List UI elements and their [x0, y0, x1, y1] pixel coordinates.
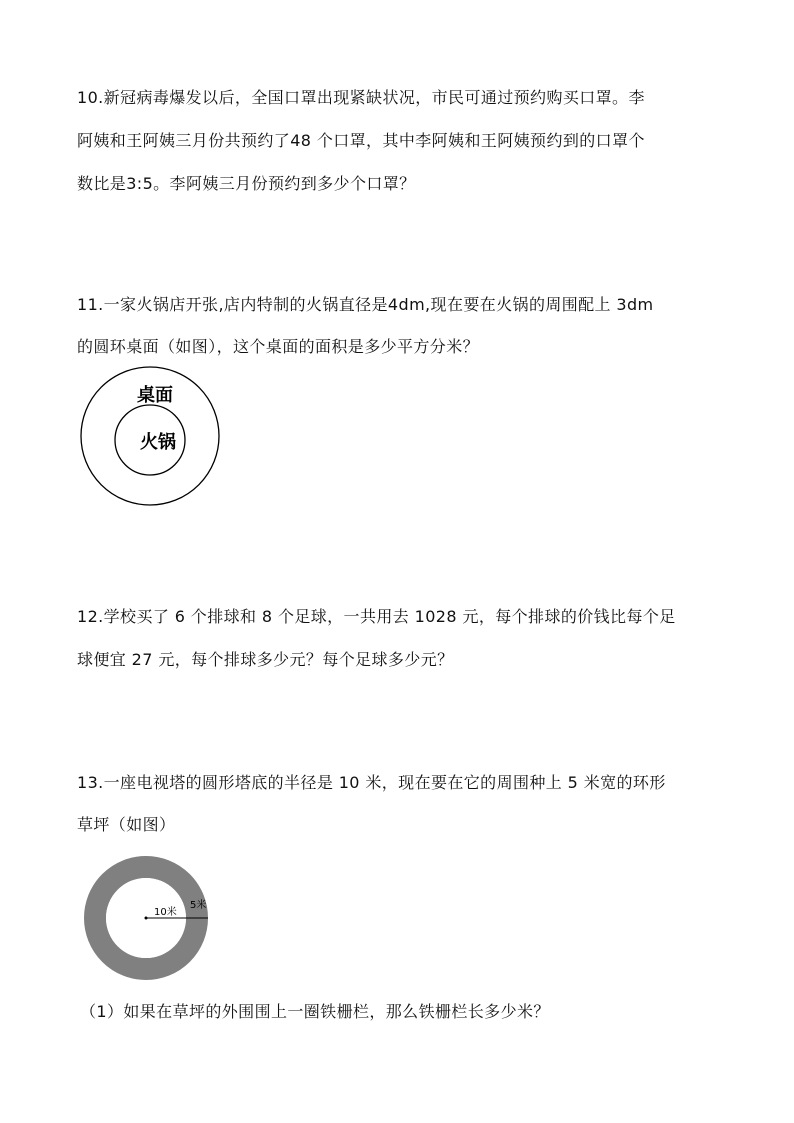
q12-line-1: 12.学校买了 6 个排球和 8 个足球，一共用去 1028 元，每个排球的价钱比每个足 [77, 607, 676, 626]
q13-sub-question-1: （1）如果在草坪的外围围上一圈铁栅栏，那么铁栅栏长多少米？ [80, 1002, 550, 1021]
q12-line-2: 球便宜 27 元，每个排球多少元？每个足球多少元？ [77, 650, 454, 669]
q10-line-1: 10.新冠病毒爆发以后，全国口罩出现紧缺状况，市民可通过预约购买口罩。李 [77, 88, 645, 107]
hotpot-label: 火锅 [140, 432, 176, 453]
radius-label: 10米 [154, 907, 177, 918]
table-label: 桌面 [137, 385, 173, 406]
hotpot-table-diagram [78, 366, 224, 506]
q10-line-3: 数比是3:5。李阿姨三月份预约到多少个口罩？ [77, 174, 416, 193]
q13-line-1: 13.一座电视塔的圆形塔底的半径是 10 米，现在要在它的周围种上 5 米宽的环形 [77, 773, 666, 792]
q13-line-2: 草坪（如图） [77, 815, 176, 834]
lawn-ring-diagram [84, 856, 224, 982]
width-label: 5米 [190, 900, 207, 911]
q11-line-2: 的圆环桌面（如图），这个桌面的面积是多少平方分米？ [77, 337, 480, 356]
center-point [145, 917, 148, 920]
hotpot-table-figure [78, 366, 224, 506]
q10-line-2: 阿姨和王阿姨三月份共预约了48 个口罩，其中李阿姨和王阿姨预约到的口罩个 [77, 131, 645, 150]
q11-line-1: 11.一家火锅店开张,店内特制的火锅直径是4dm,现在要在火锅的周围配上 3dm [77, 295, 654, 314]
tv-tower-lawn-figure [84, 856, 224, 982]
